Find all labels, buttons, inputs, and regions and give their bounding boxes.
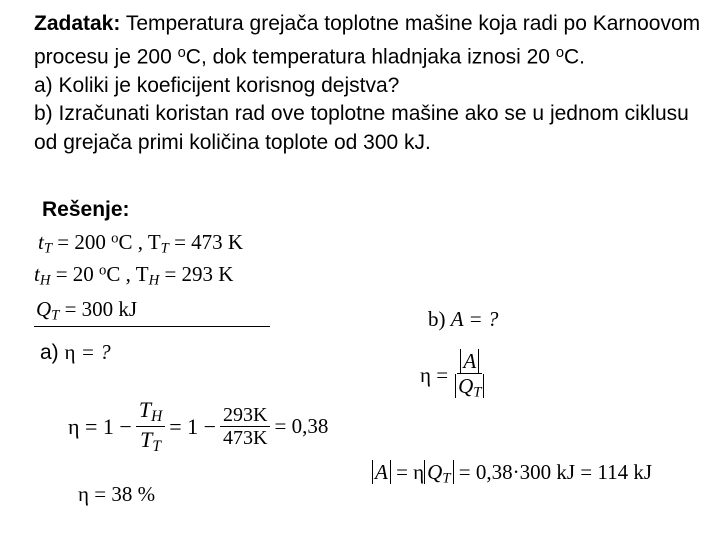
temperature-ratio: $\frac{T_H}{T_T}$ xyxy=(136,398,165,455)
given-line-1: $t_T = 200$ $^o$C , $T_T = 473$ K xyxy=(38,230,244,257)
task-statement xyxy=(34,10,714,158)
efficiency-definition: η = $\frac{A}{Q_T}$ xyxy=(420,350,487,402)
solution-heading: Rešenje: xyxy=(42,198,130,221)
part-a-question: a) η = ? xyxy=(40,340,111,364)
efficiency-formula: η = 1 − $\frac{T_H}{T_T}$ = 1 − $\frac{293K}{473K}$ = 0,38 xyxy=(68,397,329,455)
given-line-3: $Q_T = 300$ kJ xyxy=(36,297,138,324)
work-result: A = η $Q_T = 0,38\cdot 300$ kJ = 114 kJ xyxy=(372,460,652,488)
given-divider xyxy=(34,326,270,327)
efficiency-percent: η = 38 % xyxy=(78,482,156,506)
work-heat-ratio: $\frac{A}{Q_T}$ xyxy=(452,350,487,402)
part-b-question: b) A = ? xyxy=(428,307,499,331)
task-part-b: b) Izračunati koristan rad ove toplotne mašine ako se u jednom ciklusu od grejača primi količina toplote od 300 kJ. xyxy=(34,102,689,154)
task-part-a: a) Koliki je koeficijent korisnog dejstva? xyxy=(34,73,400,97)
numeric-ratio: $\frac{293K}{473K}$ xyxy=(220,404,270,450)
given-line-2: $t_H = 20$ $^o$C , $T_H = 293$ K xyxy=(34,262,234,289)
task-intro: Zadatak: Temperatura grejača toplotne mašine koja radi po Karnoovom procesu je 200 $^o$C, dok temperatura hladnjaka iznosi 20 $^o$C. xyxy=(34,12,701,69)
task-label: Zadatak: xyxy=(34,12,121,35)
